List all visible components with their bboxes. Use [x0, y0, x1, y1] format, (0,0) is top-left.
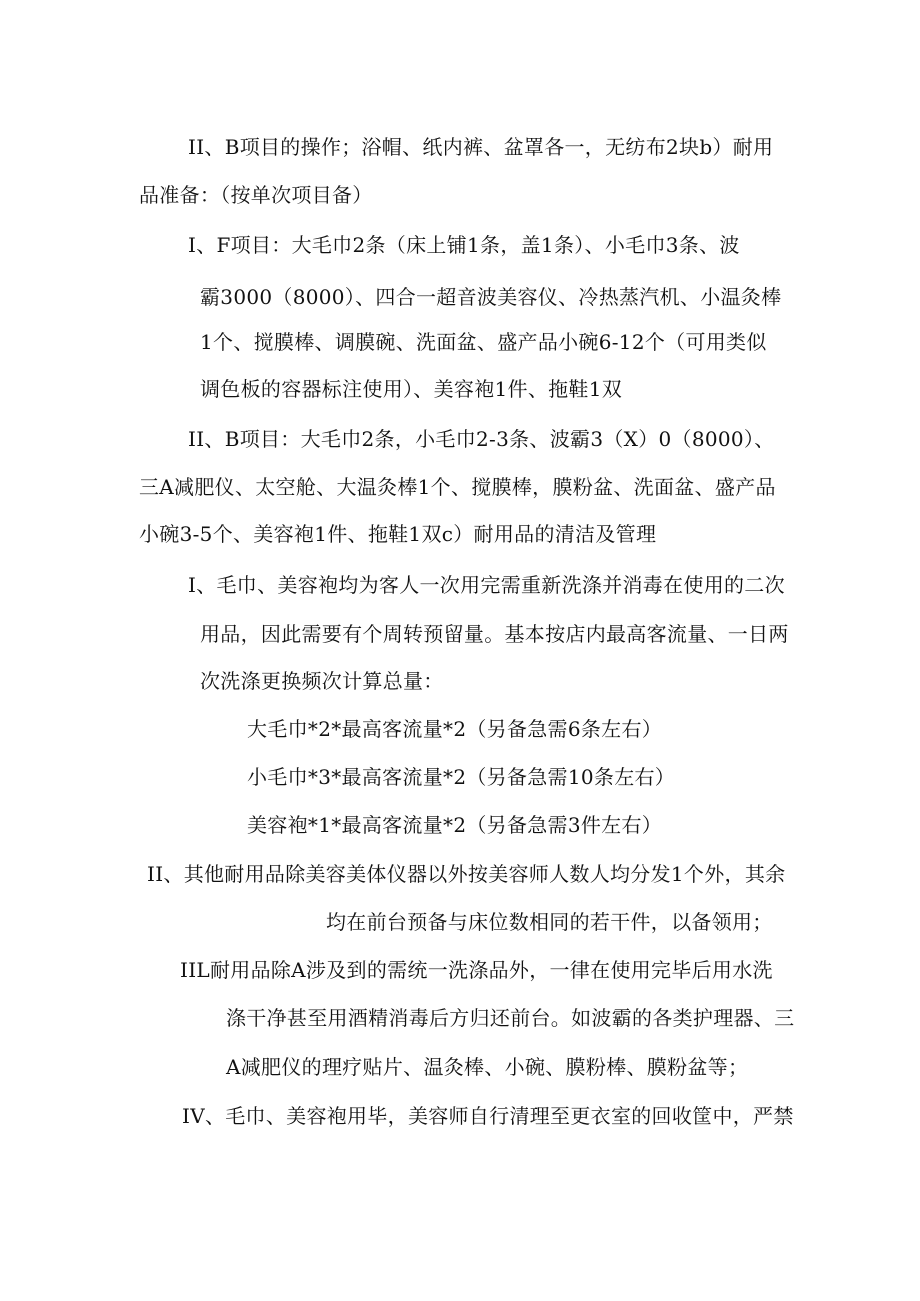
text-line: 1个、搅膜棒、调膜碗、洗面盆、盛产品小碗6-12个（可用类似	[200, 330, 767, 354]
formula-line: 美容袍*1*最高客流量*2（另备急需3件左右）	[247, 813, 663, 837]
text-line: II、B项目的操作；浴帽、纸内裤、盆罩各一，无纺布2块b）耐用	[188, 135, 774, 159]
text-line: 涤干净甚至用酒精消毒后方归还前台。如波霸的各类护理器、三	[226, 1006, 795, 1030]
text-line: I、毛巾、美容袍均为客人一次用完需重新洗涤并消毒在使用的二次	[188, 573, 785, 597]
text-line: II、其他耐用品除美容美体仪器以外按美容师人数人均分发1个外，其余	[147, 862, 786, 886]
formula-line: 小毛巾*3*最高客流量*2（另备急需10条左右）	[247, 765, 676, 789]
formula-line: 大毛巾*2*最高客流量*2（另备急需6条左右）	[247, 717, 663, 741]
text-line: IV、毛巾、美容袍用毕，美容师自行清理至更衣室的回收筐中，严禁	[182, 1104, 794, 1128]
text-line: 三A减肥仪、太空舱、大温灸棒1个、搅膜棒，膜粉盆、洗面盆、盛产品	[139, 475, 776, 499]
text-line: 次洗涤更换频次计算总量：	[200, 669, 444, 693]
text-line: 调色板的容器标注使用）、美容袍1件、拖鞋1双	[200, 377, 623, 401]
text-line: 均在前台预备与床位数相同的若干件，以备领用；	[326, 910, 773, 934]
text-line: A减肥仪的理疗贴片、温灸棒、小碗、膜粉棒、膜粉盆等；	[226, 1055, 749, 1079]
text-line: 品准备：（按单次项目备）	[139, 183, 373, 207]
text-line: I、F项目：大毛巾2条（床上铺1条，盖1条）、小毛巾3条、波	[188, 233, 740, 257]
text-line: 用品，因此需要有个周转预留量。基本按店内最高客流量、一日两	[200, 622, 789, 646]
text-line: 小碗3-5个、美容袍1件、拖鞋1双c）耐用品的清洁及管理	[139, 522, 657, 546]
text-line: 霸3000（8000）、四合一超音波美容仪、冷热蒸汽机、小温灸棒	[200, 285, 782, 309]
text-line: II、B项目：大毛巾2条，小毛巾2-3条、波霸3（X）0（8000）、	[188, 427, 775, 451]
text-line: IIL耐用品除A涉及到的需统一洗涤品外，一律在使用完毕后用水洗	[180, 958, 773, 982]
